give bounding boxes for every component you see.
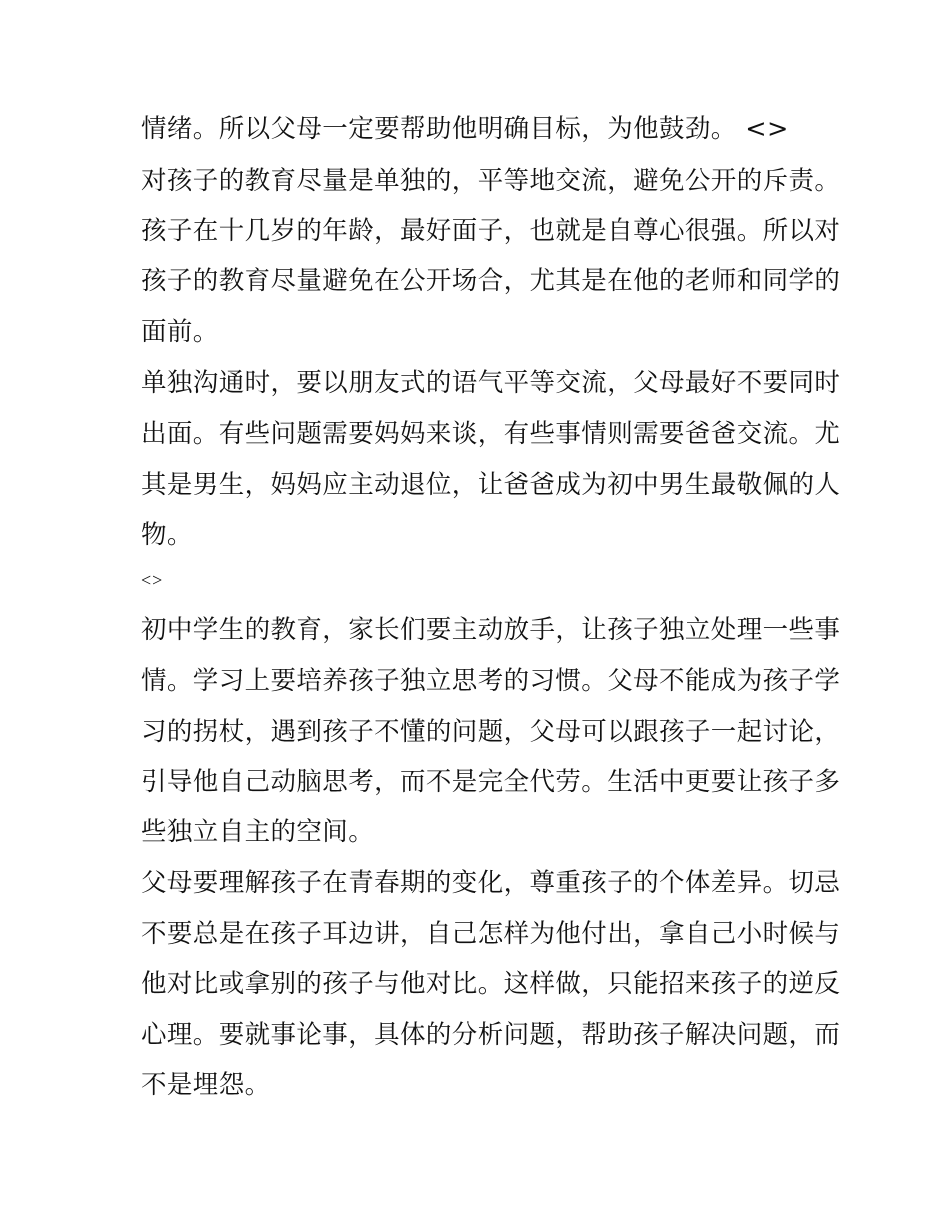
text-line: 习的拐杖，遇到孩子不懂的问题，父母可以跟孩子一起讨论， [141, 717, 841, 747]
text-line: 他对比或拿别的孩子与他对比。这样做，只能招来孩子的逆反 [141, 969, 841, 999]
text-line: 心理。要就事论事，具体的分析问题，帮助孩子解决问题，而 [141, 1020, 841, 1050]
text-line: 初中学生的教育，家长们要主动放手，让孩子独立处理一些事 [141, 615, 841, 645]
text-line: 不是埋怨。 [141, 1070, 271, 1100]
text-line: 孩子的教育尽量避免在公开场合，尤其是在他的老师和同学的 [141, 266, 841, 296]
text-line: 些独立自主的空间。 [141, 817, 375, 847]
text-line: 面前。 [141, 317, 219, 347]
separator-marker: <> [141, 570, 164, 590]
text-line: 不要总是在孩子耳边讲，自己怎样为他付出，拿自己小时候与 [141, 919, 841, 949]
text-line: 对孩子的教育尽量是单独的，平等地交流，避免公开的斥责。 [141, 166, 841, 196]
text-line: 情绪。所以父母一定要帮助他明确目标，为他鼓劲。 <> [141, 114, 789, 144]
text-line: 孩子在十几岁的年龄，最好面子，也就是自尊心很强。所以对 [141, 216, 841, 246]
text-line: 情。学习上要培养孩子独立思考的习惯。父母不能成为孩子学 [141, 666, 841, 696]
text-line: 出面。有些问题需要妈妈来谈，有些事情则需要爸爸交流。尤 [141, 419, 841, 449]
text-line: 父母要理解孩子在青春期的变化，尊重孩子的个体差异。切忌 [141, 868, 841, 898]
text-line: 单独沟通时，要以朋友式的语气平等交流，父母最好不要同时 [141, 368, 841, 398]
text-line: 引导他自己动脑思考，而不是完全代劳。生活中更要让孩子多 [141, 767, 841, 797]
text-line: 物。 [141, 520, 193, 550]
text-line: 其是男生，妈妈应主动退位，让爸爸成为初中男生最敬佩的人 [141, 470, 841, 500]
